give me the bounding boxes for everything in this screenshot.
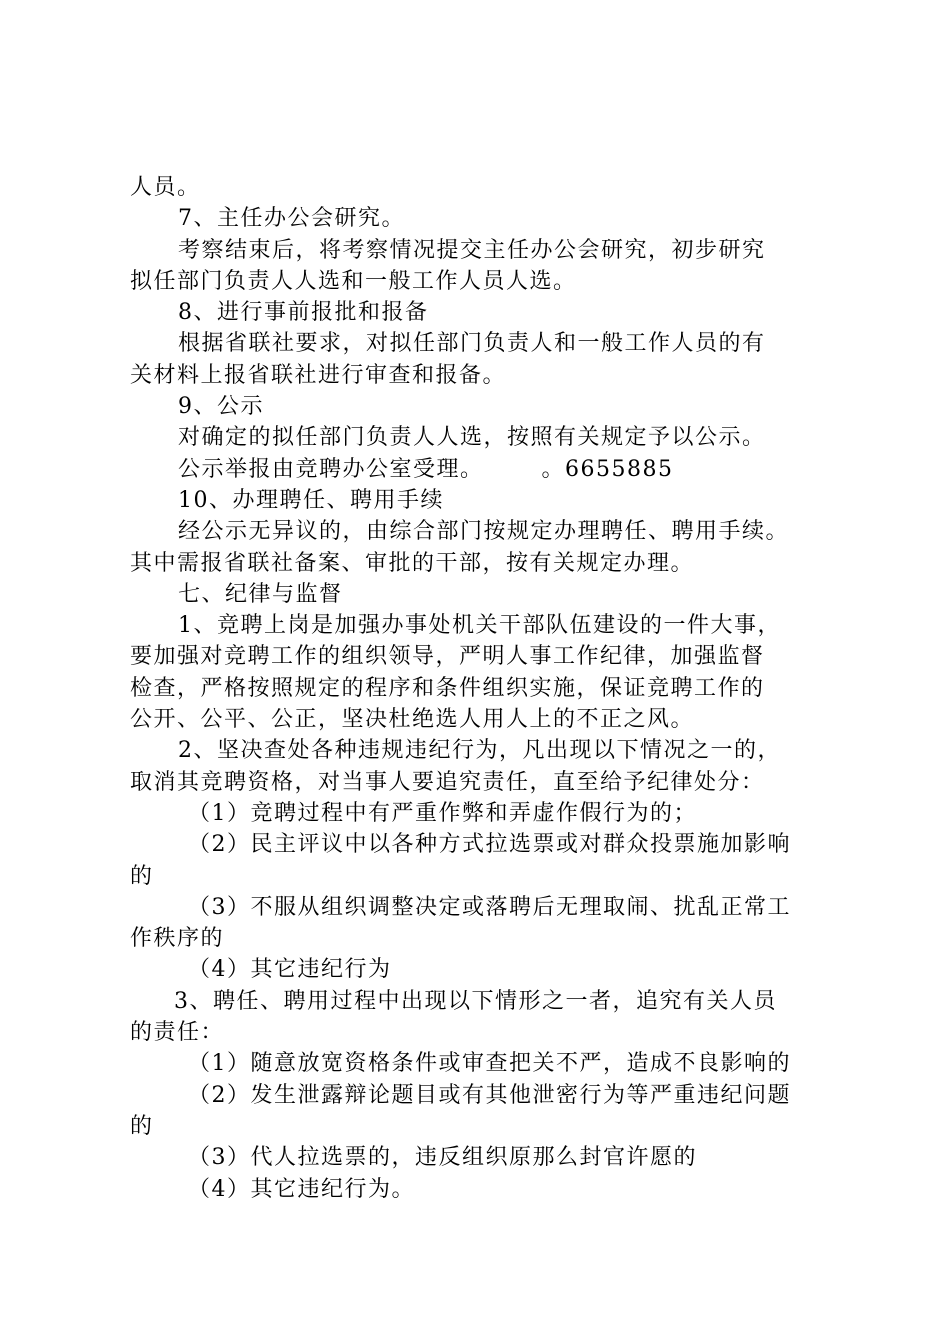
text-line [130,1017,830,1048]
text-line-content: （2）民主评议中以各种方式拉选票或对群众投票施加影响 [188,832,791,858]
text-line [130,610,830,641]
text-line [130,861,830,892]
text-line [130,391,830,422]
text-line [130,422,830,453]
text-line-content: 的 [130,863,154,889]
phone-number: 。6655885 [541,456,674,482]
text-line-content: 经公示无异议的，由综合部门按规定办理聘任、聘用手续。 [178,519,790,545]
text-line-content: 的责任： [130,1020,225,1046]
text-line-content: 其中需报省联社备案、审批的干部，按有关规定办理。 [130,550,695,576]
text-line [130,516,830,547]
text-line [130,954,830,985]
text-line [130,923,830,954]
text-line-content: （2）发生泄露辩论题目或有其他泄密行为等严重违纪问题 [188,1082,791,1108]
text-line-content: （4）其它违纪行为 [188,957,392,983]
text-line [130,798,830,829]
text-line-content: 9、公示 [178,394,264,420]
text-line [130,1080,830,1111]
text-line-content: 人员。 [130,175,201,200]
text-line-content: 七、纪律与监督 [178,581,343,607]
text-line-content: 作秩序的 [130,926,225,952]
text-line [130,641,830,672]
text-line-content: 拟任部门负责人人选和一般工作人员人选。 [130,268,577,294]
text-line-content: 公示举报由竞聘办公室受理。 [178,456,484,482]
text-line-content: 考察结束后，将考察情况提交主任办公会研究，初步研究 [178,237,766,263]
text-line [130,454,830,485]
text-line-content: 根据省联社要求，对拟任部门负责人和一般工作人员的有 [178,331,766,357]
text-line [130,892,830,923]
text-line [130,548,830,579]
text-line [130,360,830,391]
text-line [130,297,830,328]
text-line-content: （1）随意放宽资格条件或审查把关不严，造成不良影响的 [188,1051,791,1077]
text-line [130,673,830,704]
document-body [130,172,830,1205]
text-line-content: 7、主任办公会研究。 [178,206,405,232]
text-line [130,203,830,234]
text-line [130,266,830,297]
text-line [130,829,830,860]
text-line-content: （3）代人拉选票的，违反组织原那么封官许愿的 [188,1145,697,1171]
text-line [130,485,830,516]
text-line-content: 关材料上报省联社进行审查和报备。 [130,362,507,388]
text-line-content: 10、办理聘任、聘用手续 [178,487,444,513]
text-line [130,767,830,798]
text-line-content: 对确定的拟任部门负责人人选，按照有关规定予以公示。 [178,425,766,451]
text-line-content: 公开、公平、公正，坚决杜绝选人用人上的不正之风。 [130,707,695,733]
text-line-content: 取消其竞聘资格，对当事人要追究责任，直至给予纪律处分： [130,769,765,795]
text-line [130,328,830,359]
text-line-content: （4）其它违纪行为。 [188,1176,415,1202]
text-line [130,172,830,203]
text-line-content: （1）竞聘过程中有严重作弊和弄虚作假行为的； [188,800,697,826]
text-line [130,1142,830,1173]
text-line [130,235,830,266]
text-line [130,1048,830,1079]
text-line-content: 1、竞聘上岗是加强办事处机关干部队伍建设的一件大事， [178,613,781,639]
text-line-content: 2、坚决查处各种违规违纪行为，凡出现以下情况之一的， [178,738,781,764]
text-line [130,579,830,610]
text-line-content: 检查，严格按照规定的程序和条件组织实施，保证竞聘工作的 [130,675,765,701]
text-line-content: 8、进行事前报批和报备 [178,300,429,326]
text-line-content: 的 [130,1113,154,1139]
text-line [130,986,830,1017]
text-line [130,1174,830,1205]
text-line [130,704,830,735]
text-line-content: 要加强对竞聘工作的组织领导，严明人事工作纪律，加强监督 [130,644,765,670]
text-line-content: （3）不服从组织调整决定或落聘后无理取闹、扰乱正常工 [188,894,791,920]
text-line-content: 3、聘任、聘用过程中出现以下情形之一者，追究有关人员 [174,988,777,1014]
text-line [130,735,830,766]
text-line [130,1111,830,1142]
